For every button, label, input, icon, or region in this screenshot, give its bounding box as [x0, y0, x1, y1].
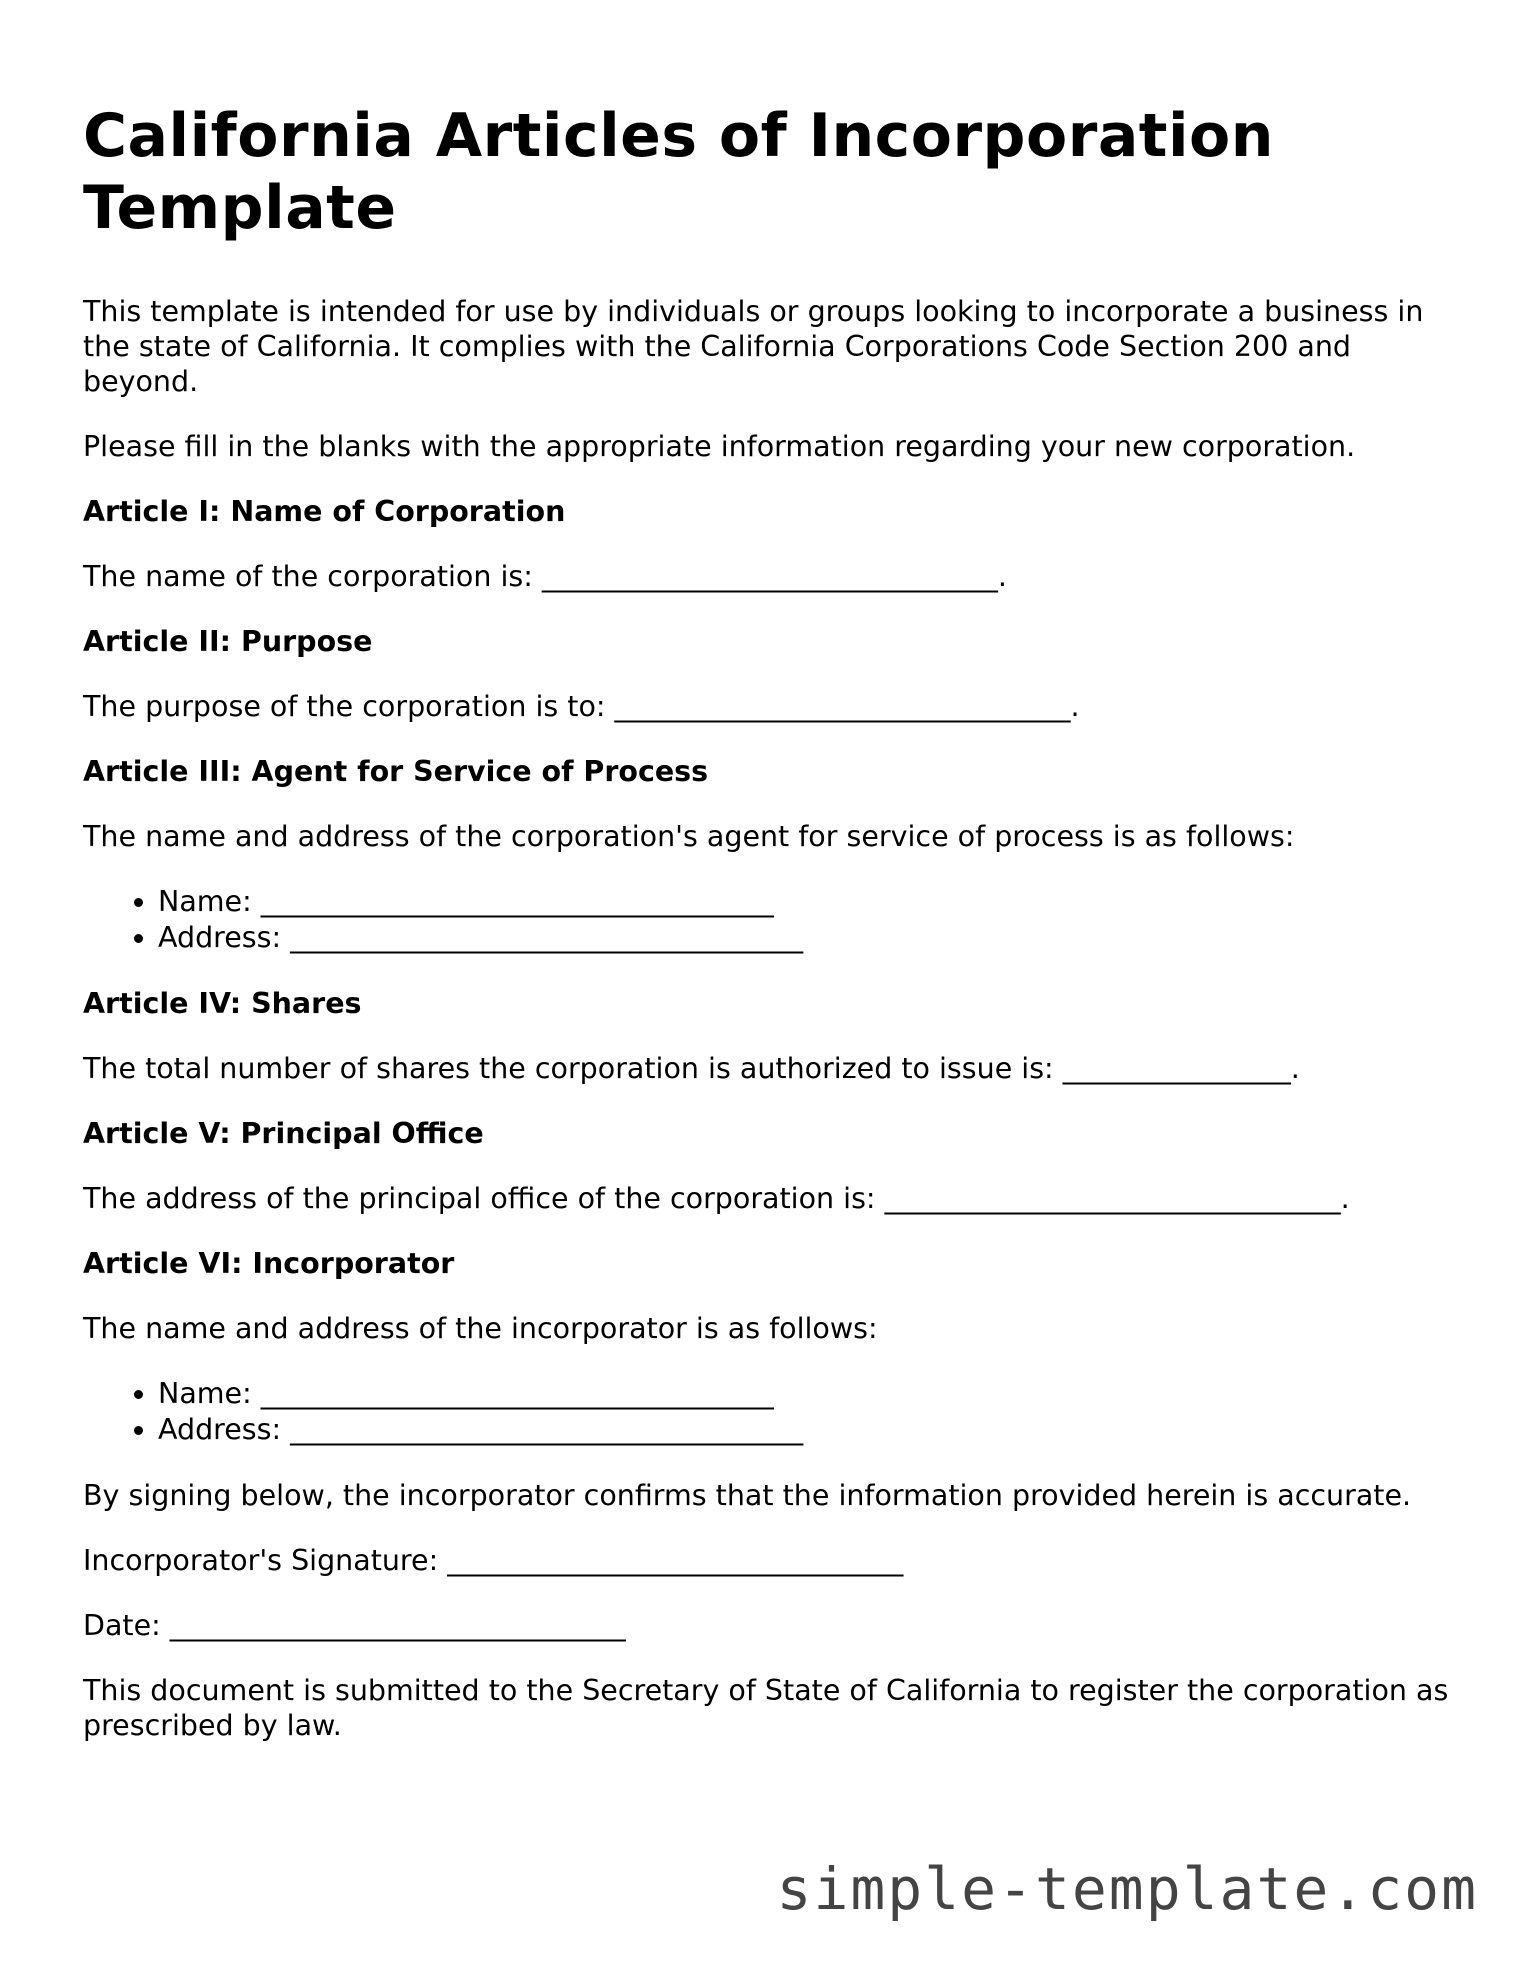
incorporator-name-item: • Name: ____________________________________: [158, 1376, 1463, 1412]
signature-line: Incorporator's Signature: ________________________________: [83, 1544, 904, 1577]
incorporator-list: [83, 1376, 1463, 1448]
article-4-text: The total number of shares the corporation is authorized to issue is: ________________.: [83, 1052, 1300, 1085]
instructions-paragraph: Please fill in the blanks with the appropriate information regarding your new corporation.: [83, 430, 1356, 463]
document-title: California Articles of Incorporation Template: [83, 101, 1274, 243]
article-5-text: The address of the principal office of the corporation is: ________________________________.: [83, 1182, 1350, 1215]
article-2-text: The purpose of the corporation is to: ________________________________.: [83, 690, 1080, 723]
incorporator-address-item: • Address: ____________________________________: [158, 1412, 1463, 1448]
article-1-heading: Article I: Name of Corporation: [83, 495, 566, 528]
article-6-heading: Article VI: Incorporator: [83, 1247, 455, 1280]
confirmation-paragraph: By signing below, the incorporator confirms that the information provided herein is accurate.: [83, 1479, 1412, 1512]
article-2-heading: Article II: Purpose: [83, 625, 373, 658]
article-3-heading: Article III: Agent for Service of Process: [83, 755, 709, 788]
article-5-heading: Article V: Principal Office: [83, 1117, 484, 1150]
closing-paragraph: This document is submitted to the Secretary of State of California to register the corporation as prescribed by law.: [83, 1674, 1449, 1742]
intro-paragraph: This template is intended for use by individuals or groups looking to incorporate a business in the state of California. It complies with the California Corporations Code Section 200 and beyond.: [83, 295, 1424, 398]
article-4-heading: Article IV: Shares: [83, 987, 362, 1020]
agent-name-item: • Name: ____________________________________: [158, 884, 1463, 920]
document-page: [83, 100, 1463, 1773]
article-6-text: The name and address of the incorporator is as follows:: [83, 1312, 878, 1345]
article-3-text: The name and address of the corporation's agent for service of process is as follows:: [83, 820, 1295, 853]
agent-address-item: • Address: ____________________________________: [158, 920, 1463, 956]
watermark: simple-template.com: [776, 1855, 1478, 1923]
date-line: Date: ________________________________: [83, 1609, 626, 1642]
article-1-text: The name of the corporation is: ________________________________.: [83, 560, 1007, 593]
agent-list: [83, 884, 1463, 956]
